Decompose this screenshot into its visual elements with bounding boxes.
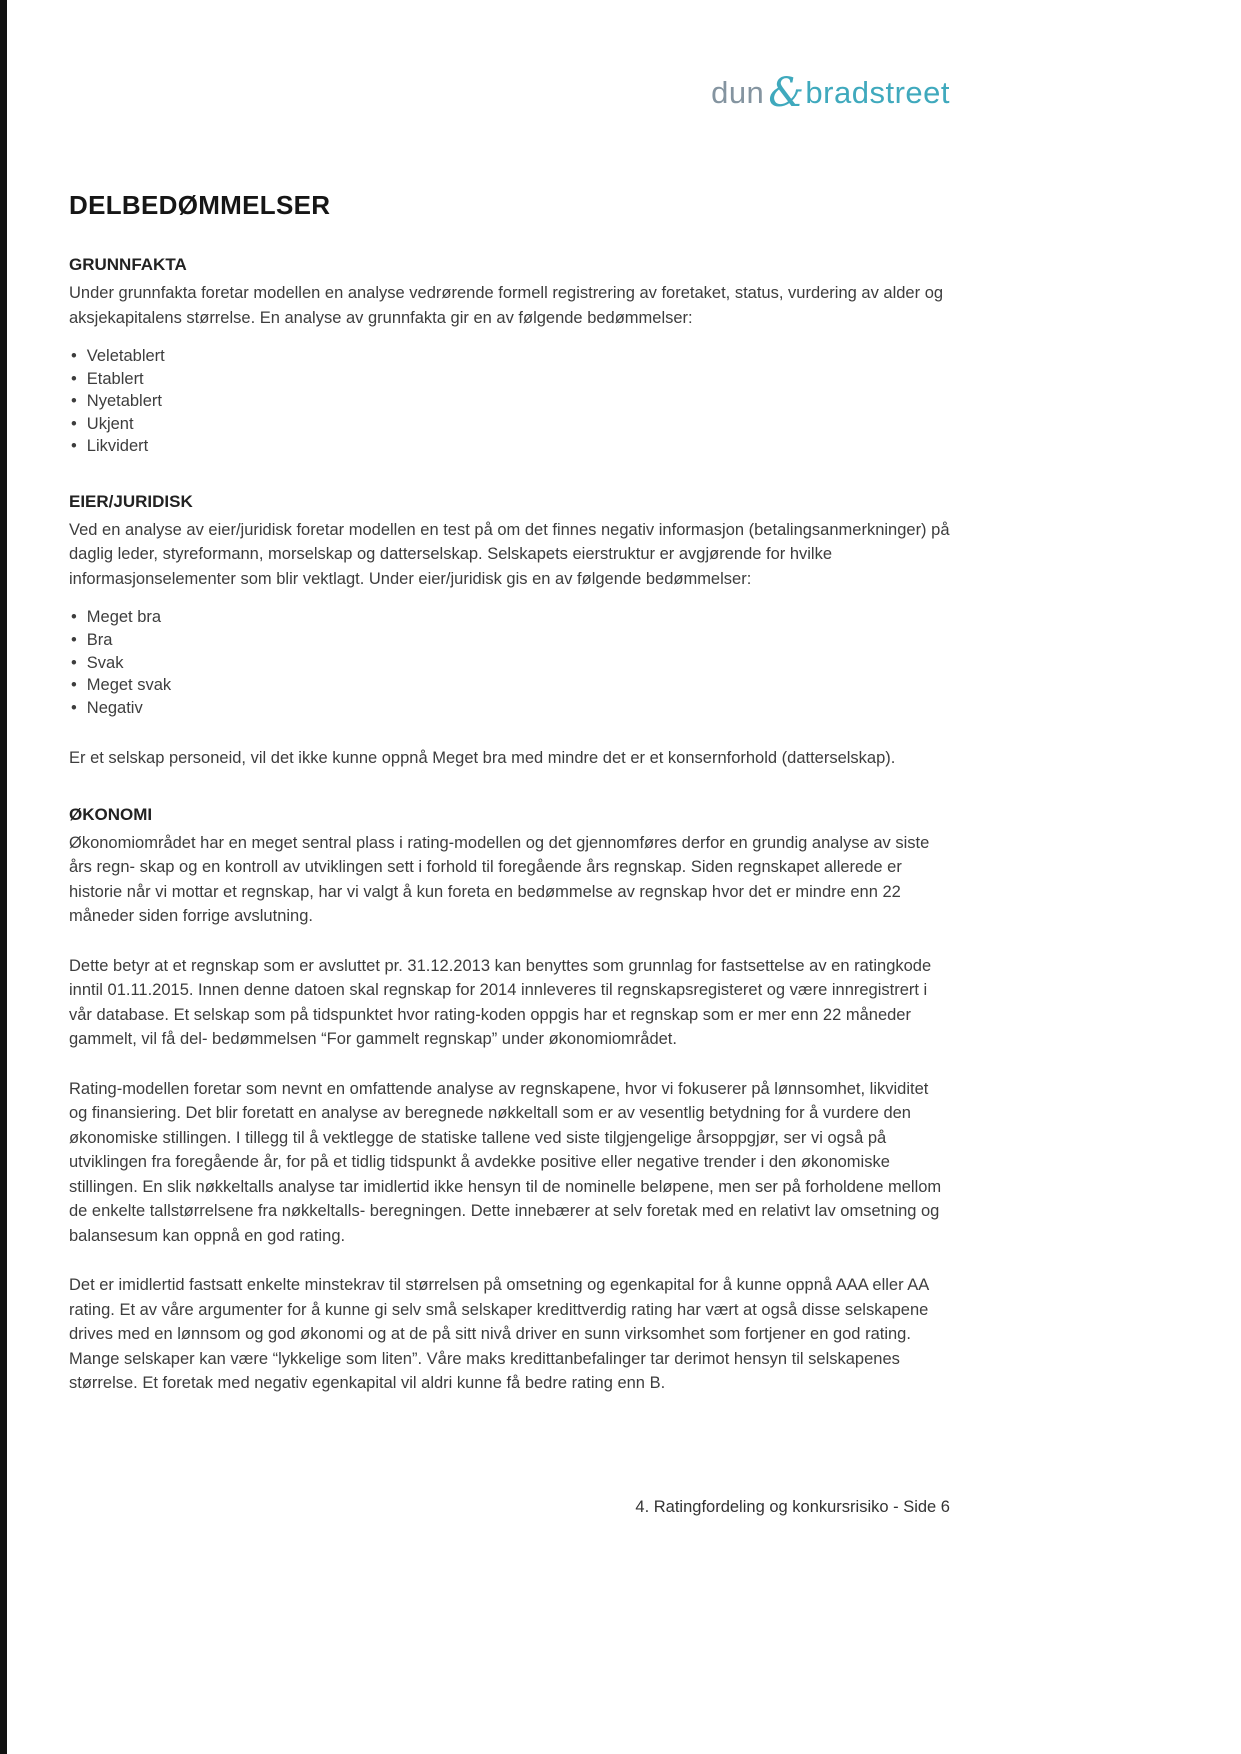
page-footer: 4. Ratingfordeling og konkursrisiko - Side 6 [635,1498,950,1516]
page-edge-bar [0,0,7,1754]
list-item: • Veletablert [69,345,950,368]
list-item: • Bra [69,629,950,652]
okonomi-paragraph-1: Økonomiområdet har en meget sentral plass i rating-modellen og det gjennomføres derfor en grundig analyse av siste års regn- skap og en kontroll av utviklingen sett i forhold til foregående års regnskap. Siden regnskapet allerede er historie når vi mottar et regnskap, har vi valgt å kun foreta en bedømmelse av regnskap hvor det er mindre enn 22 måneder siden forrige avslutning. [69,833,930,926]
list-item: • Meget bra [69,606,950,629]
list-item: • Negativ [69,697,950,720]
eier-juridisk-note: Er et selskap personeid, vil det ikke kunne oppnå Meget bra med mindre det er et konsernforhold (datterselskap). [69,749,896,768]
list-item: • Svak [69,652,950,675]
logo-ampersand-icon: & [768,70,805,116]
grunnfakta-bullet-list [69,345,950,458]
logo-text-dun: dun [711,75,765,110]
eier-juridisk-heading: EIER/JURIDISK [69,491,193,511]
list-item: • Ukjent [69,413,950,436]
grunnfakta-heading: GRUNNFAKTA [69,255,187,274]
eier-juridisk-intro: Ved en analyse av eier/juridisk foretar modellen en test på om det finnes negativ informasjon (betalingsanmerkninger) på daglig leder, styreformann, morselskap og datterselskap. Selskapets eierstruktur er avgjørende for hvilke informasjonselementer som blir vektlagt. Under eier/juridisk gis en av følgende bedømmelser: [69,520,950,588]
list-item: • Meget svak [69,674,950,697]
okonomi-paragraph-4: Det er imidlertid fastsatt enkelte minstekrav til størrelsen på omsetning og egenkapital for å kunne oppnå AAA eller AA rating. Et av våre argumenter for å kunne gi selv små selskaper kredittverdig rating har vært at også disse selskapene drives med en lønnsom og god økonomi og at de på sitt nivå driver en sunn virksomhet som fortjener en god rating. Mange selskaper kan være “lykkelige som liten”. Våre maks kredittanbefalinger tar derimot hensyn til selskapenes størrelse. Et foretak med negativ egenkapital vil aldri kunne få bedre rating enn B. [69,1276,929,1393]
page-content [69,0,950,1421]
section-grunnfakta [69,255,950,458]
list-item: • Likvidert [69,435,950,458]
logo-text-bradstreet: bradstreet [805,75,950,110]
okonomi-paragraph-3: Rating-modellen foretar som nevnt en omfattende analyse av regnskapene, hvor vi fokuserer på lønnsomhet, likviditet og finansiering. Det blir foretatt en analyse av beregnede nøkkeltall som er av vesentlig betydning for å vurdere den økonomiske stillingen. I tillegg til å vektlegge de statiske tallene ved siste tilgjengelige årsoppgjør, ser vi også på utviklingen fra foregående år, for på et tidlig tidspunkt å avdekke positive eller negative trender i den økonomiske stillingen. En slik nøkkeltalls analyse tar imidlertid ikke hensyn til de nominelle beløpene, men ser på forholdene mellom de enkelte tallstørrelsene fra nøkkeltalls- beregningen. Dette innebærer at selv foretak med en relativt lav omsetning og balansesum kan oppnå en god rating. [69,1079,942,1245]
dun-bradstreet-logo [69,0,950,116]
grunnfakta-intro: Under grunnfakta foretar modellen en analyse vedrørende formell registrering av foretaket, status, vurdering av alder og aksjekapitalens størrelse. En analyse av grunnfakta gir en av følgende bedømmelser: [69,284,944,327]
okonomi-heading: ØKONOMI [69,804,153,824]
list-item: • Nyetablert [69,390,950,413]
section-okonomi [69,805,950,1396]
section-eier-juridisk [69,492,950,771]
eier-juridisk-bullet-list [69,606,950,719]
list-item: • Etablert [69,368,950,391]
okonomi-paragraph-2: Dette betyr at et regnskap som er avsluttet pr. 31.12.2013 kan benyttes som grunnlag for fastsettelse av en ratingkode inntil 01.11.2015. Innen denne datoen skal regnskap for 2014 innleveres til regnskapsregisteret og være innregistrert i vår database. Et selskap som på tidspunktet hvor rating-koden oppgis har et regnskap som er mer enn 22 måneder gammelt, vil få del- bedømmelsen “For gammelt regnskap” under økonomiområdet. [69,956,932,1049]
page-title: DELBEDØMMELSER [69,190,331,220]
